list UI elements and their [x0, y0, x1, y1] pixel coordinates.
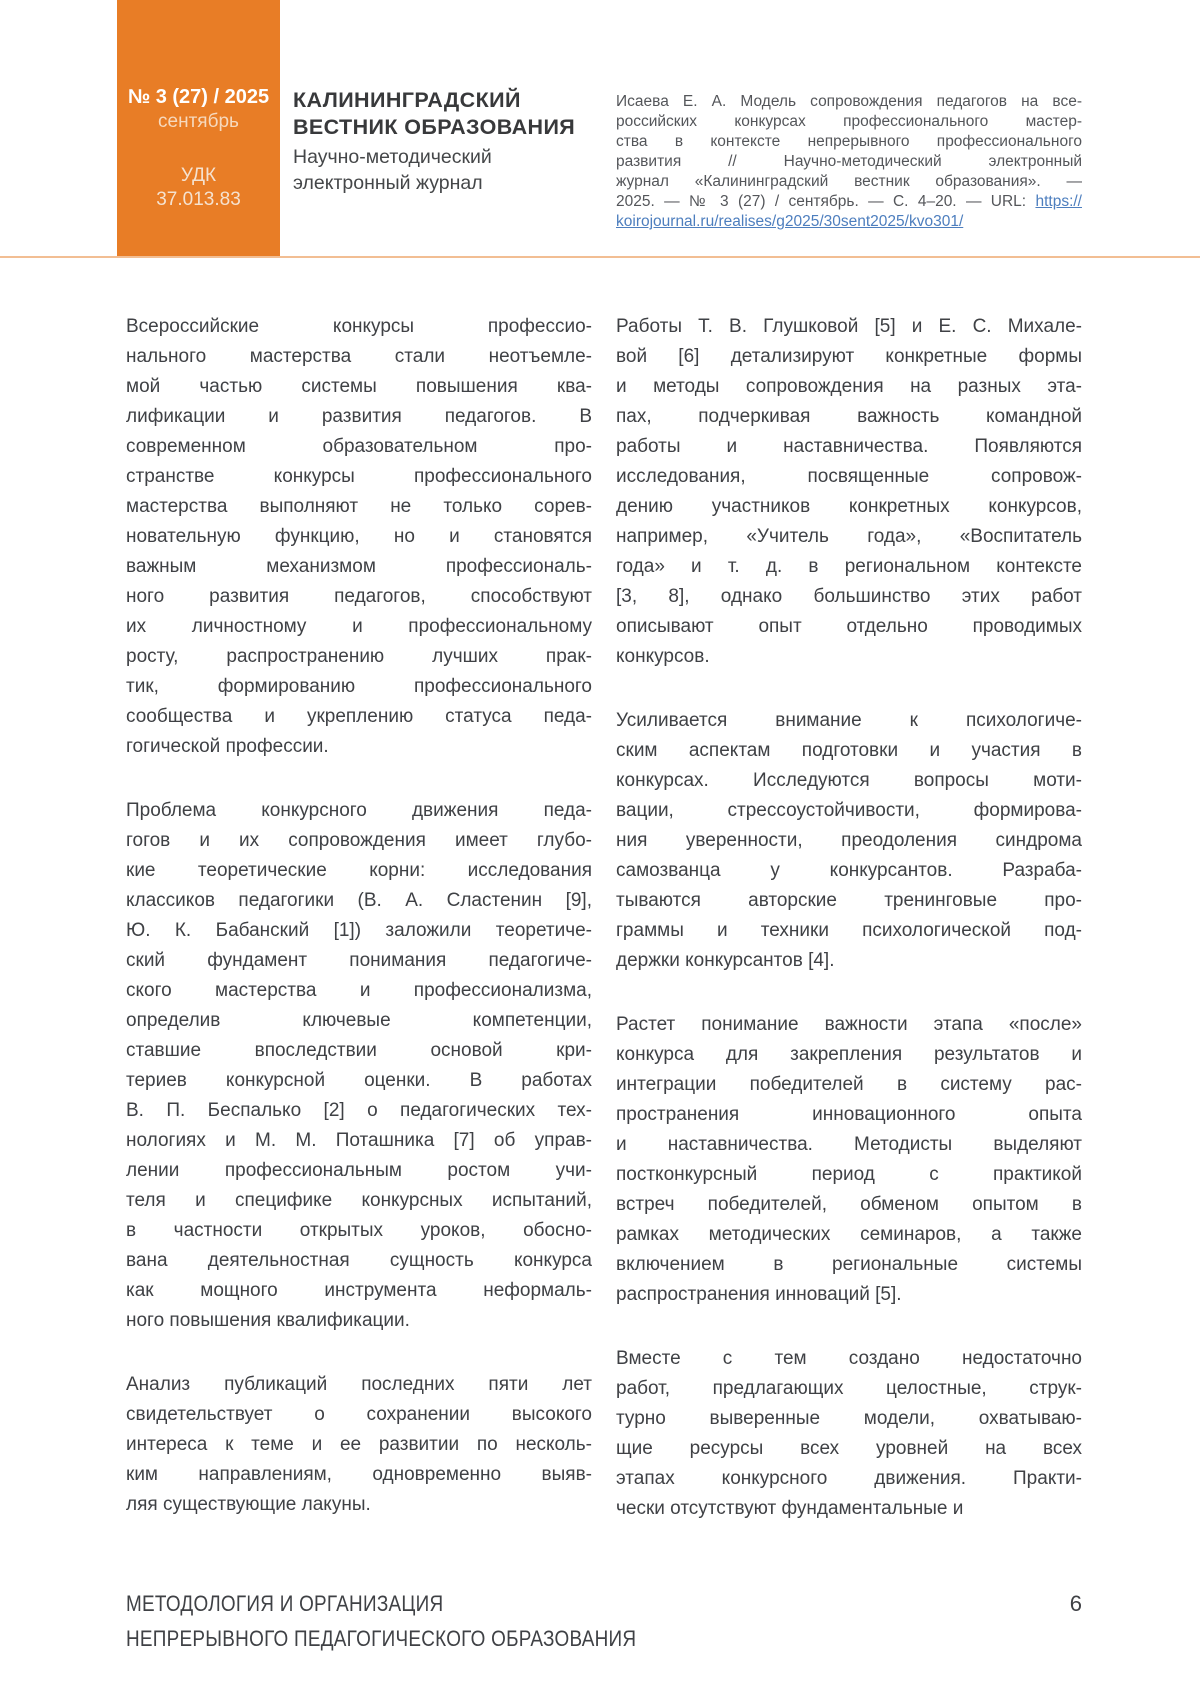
- paragraph-line: дению участников конкретных конкурсов,: [616, 496, 1082, 517]
- paragraph-line: как мощного инструмента неформаль-: [126, 1280, 592, 1301]
- journal-title-line1: КАЛИНИНГРАДСКИЙ: [293, 88, 521, 112]
- citation-line: [616, 172, 1082, 192]
- citation-text: журнал «Калининградский вестник образования». —: [616, 173, 1082, 190]
- paragraph-line: лении профессиональным ростом учи-: [126, 1160, 592, 1181]
- journal-title-line2: ВЕСТНИК ОБРАЗОВАНИЯ: [293, 115, 576, 139]
- paragraph: [126, 312, 592, 762]
- paragraph-line: теля и специфике конкурсных испытаний,: [126, 1190, 592, 1211]
- paragraph-line: ного повышения квалификации.: [126, 1310, 410, 1331]
- issue-box: [117, 0, 280, 257]
- paragraph-line: мой частью системы повышения ква-: [126, 376, 592, 397]
- udk-code: 37.013.83: [156, 189, 241, 210]
- paragraph-line: исследования, посвященные сопровож-: [616, 466, 1082, 487]
- paragraph-line: ставшие впоследствии основой кри-: [126, 1040, 592, 1061]
- paragraph-line: кие теоретические корни: исследования: [126, 860, 592, 881]
- paragraph-line: странстве конкурсы профессионального: [126, 466, 592, 487]
- journal-masthead: [293, 87, 575, 196]
- citation-line: [616, 212, 1082, 232]
- header-divider: [0, 256, 1200, 258]
- paragraph-line: важным механизмом профессиональ-: [126, 556, 592, 577]
- paragraph-line: например, «Учитель года», «Воспитатель: [616, 526, 1082, 547]
- paragraph-line: [3, 8], однако большинство этих работ: [616, 586, 1082, 607]
- paragraph: [616, 1010, 1082, 1310]
- udk-label: УДК: [180, 165, 217, 186]
- paragraph-line: тываются авторские тренинговые про-: [616, 890, 1082, 911]
- paragraph: [616, 312, 1082, 672]
- paragraph-line: и наставничества. Методисты выделяют: [616, 1134, 1082, 1155]
- citation-text: российских конкурсах профессионального мастер-: [616, 113, 1082, 130]
- article-column-left: [126, 312, 592, 1558]
- citation-line: [616, 192, 1082, 212]
- journal-subtitle-line2: электронный журнал: [293, 172, 483, 194]
- paragraph-line: вации, стрессоустойчивости, формирова-: [616, 800, 1082, 821]
- paragraph: [126, 1370, 592, 1520]
- paragraph-line: Анализ публикаций последних пяти лет: [126, 1374, 592, 1395]
- paragraph-line: чески отсутствуют фундаментальные и: [616, 1498, 964, 1519]
- paragraph-line: этапах конкурсного движения. Практи-: [616, 1468, 1082, 1489]
- issue-month: сентябрь: [158, 111, 239, 132]
- paragraph-line: гогической профессии.: [126, 736, 329, 757]
- citation-line: [616, 132, 1082, 152]
- footer: [126, 1586, 1082, 1656]
- footer-section-title-line2: НЕПРЕРЫВНОГО ПЕДАГОГИЧЕСКОГО ОБРАЗОВАНИЯ: [126, 1626, 637, 1651]
- article-column-right: [616, 312, 1082, 1558]
- citation-url-link[interactable]: koirojournal.ru/realises/g2025/30sent2025/kvo301/: [616, 213, 964, 230]
- paragraph-line: вана деятельностная сущность конкурса: [126, 1250, 592, 1271]
- citation-line: [616, 152, 1082, 172]
- paragraph-line: постконкурсный период с практикой: [616, 1164, 1082, 1185]
- paragraph-line: Вместе с тем создано недостаточно: [616, 1348, 1082, 1369]
- footer-section-title-line1: МЕТОДОЛОГИЯ И ОРГАНИЗАЦИЯ: [126, 1591, 444, 1616]
- citation-text: развития // Научно-методический электронный: [616, 153, 1082, 170]
- citation-line: [616, 92, 1082, 112]
- paragraph-line: Проблема конкурсного движения педа-: [126, 800, 592, 821]
- paragraph-line: определив ключевые компетенции,: [126, 1010, 592, 1031]
- paragraph-line: рамках методических семинаров, а также: [616, 1224, 1082, 1245]
- citation-text: ства в контексте непрерывного профессионального: [616, 133, 1082, 150]
- paragraph-line: росту, распространению лучших прак-: [126, 646, 592, 667]
- paragraph-line: нологиях и М. М. Поташника [7] об управ-: [126, 1130, 592, 1151]
- paragraph-line: Всероссийские конкурсы профессио-: [126, 316, 592, 337]
- paragraph-line: самозванца у конкурсантов. Разраба-: [616, 860, 1082, 881]
- paragraph-line: их личностному и профессиональному: [126, 616, 592, 637]
- paragraph-line: интеграции победителей в систему рас-: [616, 1074, 1082, 1095]
- paragraph-line: В. П. Беспалько [2] о педагогических тех-: [126, 1100, 592, 1121]
- article-body: [126, 312, 1082, 1558]
- paragraph-line: нального мастерства стали неотъемле-: [126, 346, 592, 367]
- paragraph-line: сообщества и укреплению статуса педа-: [126, 706, 592, 727]
- paragraph-line: работы и наставничества. Появляются: [616, 436, 1082, 457]
- citation-block: [616, 92, 1082, 232]
- paragraph-line: держки конкурсантов [4].: [616, 950, 835, 971]
- paragraph-line: граммы и техники психологической под-: [616, 920, 1082, 941]
- paragraph-line: териев конкурсной оценки. В работах: [126, 1070, 592, 1091]
- paragraph-line: щие ресурсы всех уровней на всех: [616, 1438, 1082, 1459]
- paragraph-line: лификации и развития педагогов. В: [126, 406, 592, 427]
- paragraph-line: ляя существующие лакуны.: [126, 1494, 371, 1515]
- paragraph-line: гогов и их сопровождения имеет глубо-: [126, 830, 592, 851]
- paragraph-line: тик, формированию профессионального: [126, 676, 592, 697]
- paragraph-line: конкурсах. Исследуются вопросы моти-: [616, 770, 1082, 791]
- paragraph-line: работ, предлагающих целостные, струк-: [616, 1378, 1082, 1399]
- journal-subtitle-line1: Научно-методический: [293, 146, 492, 168]
- paragraph-line: описывают опыт отдельно проводимых: [616, 616, 1082, 637]
- paragraph: [126, 796, 592, 1336]
- paragraph: [616, 1344, 1082, 1524]
- citation-text: Исаева Е. А. Модель сопровождения педагогов на все-: [616, 93, 1082, 110]
- paragraph-line: пах, подчеркивая важность командной: [616, 406, 1082, 427]
- paragraph-line: ского мастерства и профессионализма,: [126, 980, 592, 1001]
- paragraph-line: новательную функцию, но и становятся: [126, 526, 592, 547]
- page-number: 6: [1069, 1591, 1082, 1616]
- paragraph-line: вой [6] детализируют конкретные формы: [616, 346, 1082, 367]
- paragraph-line: конкурсов.: [616, 646, 710, 667]
- paragraph-line: турно выверенные модели, охватываю-: [616, 1408, 1082, 1429]
- paragraph-line: года» и т. д. в региональном контексте: [616, 556, 1082, 577]
- paragraph: [616, 706, 1082, 976]
- paragraph-line: встреч победителей, обменом опытом в: [616, 1194, 1082, 1215]
- paragraph-line: свидетельствует о сохранении высокого: [126, 1404, 592, 1425]
- paragraph-line: включением в региональные системы: [616, 1254, 1082, 1275]
- paragraph-line: Растет понимание важности этапа «после»: [616, 1014, 1082, 1035]
- paragraph-line: Работы Т. В. Глушковой [5] и Е. С. Михале-: [616, 316, 1082, 337]
- paragraph-line: в частности открытых уроков, обосно-: [126, 1220, 592, 1241]
- citation-text: 2025. — № 3 (27) / сентябрь. — С. 4–20. — URL:: [616, 193, 1036, 210]
- paragraph-line: классиков педагогики (В. А. Сластенин [9],: [126, 890, 592, 911]
- paragraph-line: ский фундамент понимания педагогиче-: [126, 950, 592, 971]
- paragraph-line: и методы сопровождения на разных эта-: [616, 376, 1082, 397]
- paragraph-line: Ю. К. Бабанский [1]) заложили теоретиче-: [126, 920, 592, 941]
- paragraph-line: ния уверенности, преодоления синдрома: [616, 830, 1082, 851]
- paragraph-line: Усиливается внимание к психологиче-: [616, 710, 1082, 731]
- paragraph-line: ским аспектам подготовки и участия в: [616, 740, 1082, 761]
- paragraph-line: современном образовательном про-: [126, 436, 592, 457]
- paragraph-line: ного развития педагогов, способствуют: [126, 586, 592, 607]
- citation-url-link[interactable]: https://: [1035, 193, 1082, 210]
- paragraph-line: пространения инновационного опыта: [616, 1104, 1082, 1125]
- paragraph-line: конкурса для закрепления результатов и: [616, 1044, 1082, 1065]
- issue-number: № 3 (27) / 2025: [127, 86, 270, 108]
- citation-line: [616, 112, 1082, 132]
- paragraph-line: мастерства выполняют не только сорев-: [126, 496, 592, 517]
- paragraph-line: интереса к теме и ее развитии по несколь-: [126, 1434, 592, 1455]
- paragraph-line: распространения инноваций [5].: [616, 1284, 902, 1305]
- paragraph-line: ким направлениям, одновременно выяв-: [126, 1464, 592, 1485]
